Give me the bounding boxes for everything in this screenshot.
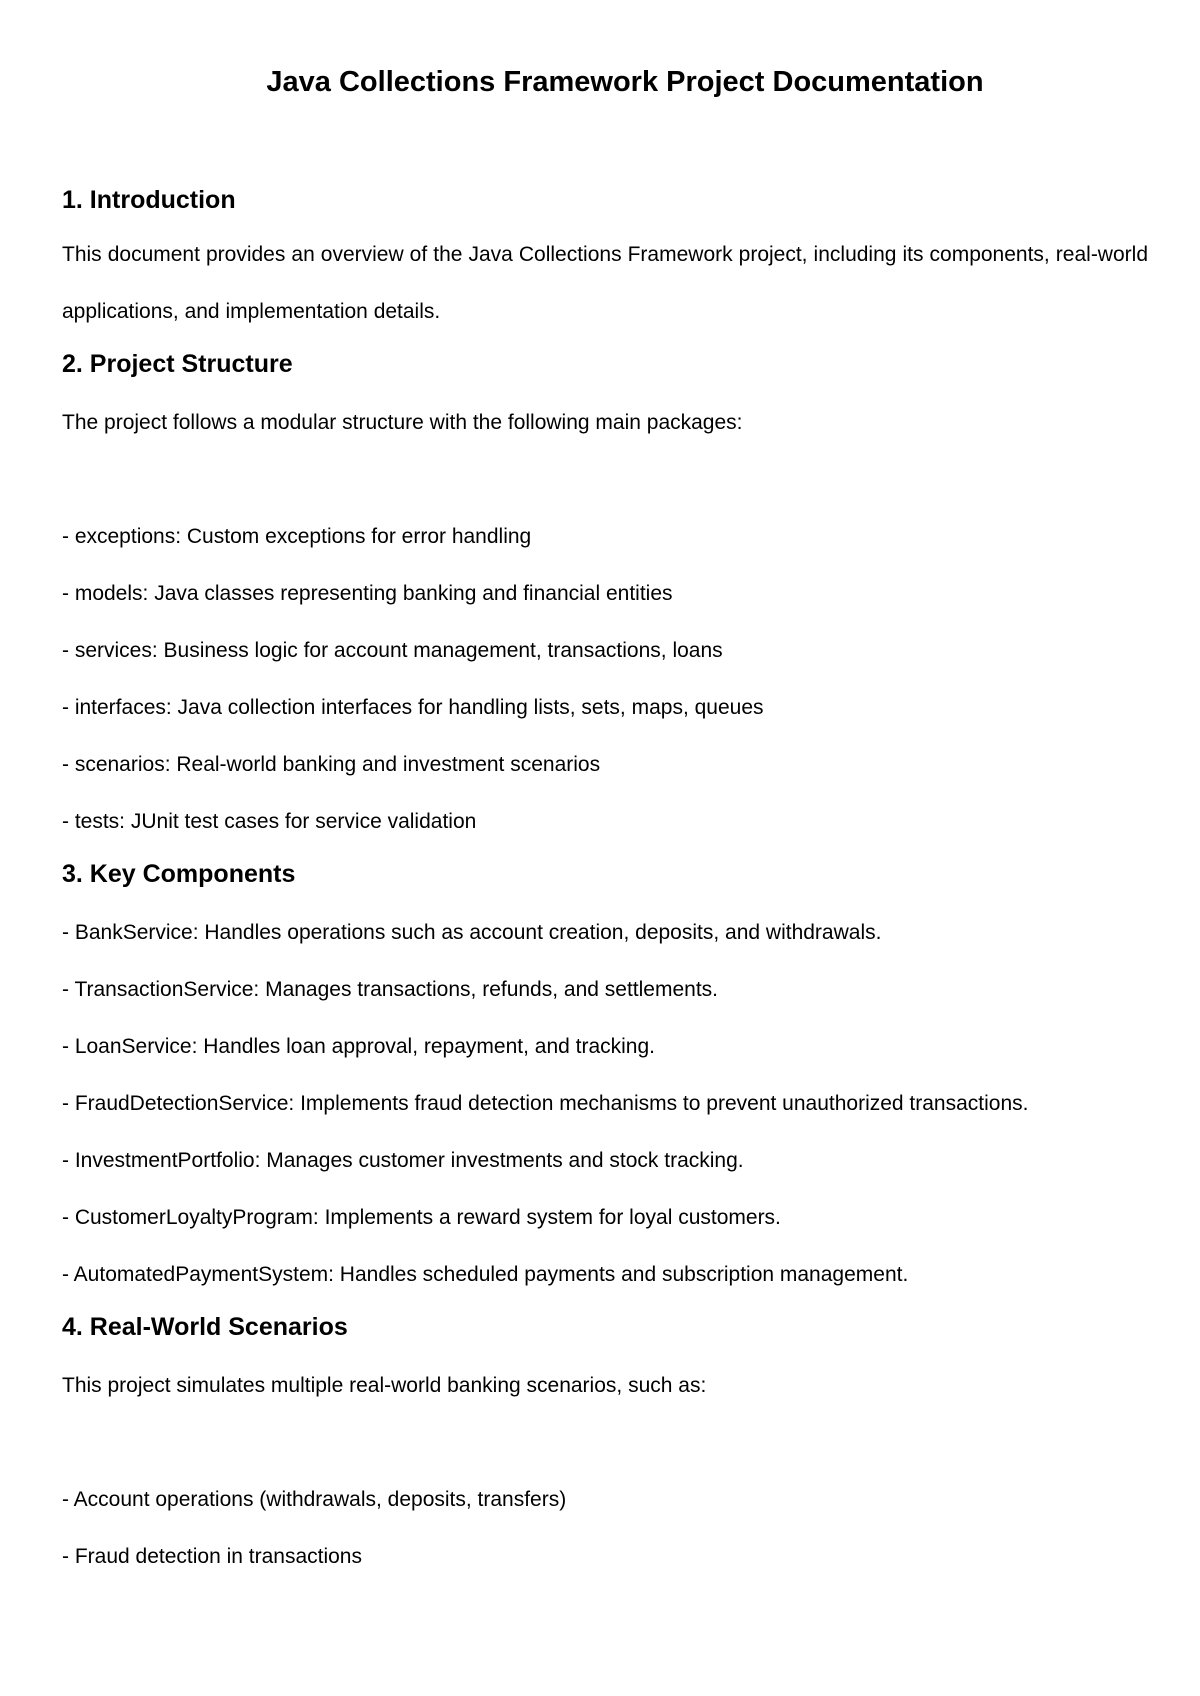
component-item-transaction-service: - TransactionService: Manages transactions, refunds, and settlements. bbox=[62, 978, 718, 1001]
section-heading-introduction: 1. Introduction bbox=[62, 186, 236, 214]
document-body bbox=[62, 180, 1148, 1585]
section-heading-key-components: 3. Key Components bbox=[62, 860, 296, 888]
package-list bbox=[62, 508, 1148, 850]
scenarios-intro: This project simulates multiple real-world banking scenarios, such as: bbox=[62, 1374, 707, 1397]
scenario-item-account-operations: - Account operations (withdrawals, deposits, transfers) bbox=[62, 1488, 567, 1511]
package-item-models: - models: Java classes representing banking and financial entities bbox=[62, 582, 673, 605]
component-item-loan-service: - LoanService: Handles loan approval, repayment, and tracking. bbox=[62, 1035, 656, 1058]
section-real-world-scenarios bbox=[62, 1307, 1148, 1585]
component-list bbox=[62, 904, 1148, 1303]
component-item-investment-portfolio: - InvestmentPortfolio: Manages customer investments and stock tracking. bbox=[62, 1149, 744, 1172]
component-item-automated-payment-system: - AutomatedPaymentSystem: Handles scheduled payments and subscription management. bbox=[62, 1263, 909, 1286]
package-item-scenarios: - scenarios: Real-world banking and investment scenarios bbox=[62, 753, 601, 776]
section-heading-real-world-scenarios: 4. Real-World Scenarios bbox=[62, 1313, 348, 1341]
scenario-item-fraud-detection: - Fraud detection in transactions bbox=[62, 1545, 362, 1568]
component-item-fraud-detection-service: - FraudDetectionService: Implements fraud detection mechanisms to prevent unauthorized transactions. bbox=[62, 1092, 1029, 1115]
scenario-list bbox=[62, 1471, 1148, 1585]
component-item-bank-service: - BankService: Handles operations such as account creation, deposits, and withdrawals. bbox=[62, 921, 882, 944]
package-item-exceptions: - exceptions: Custom exceptions for error handling bbox=[62, 525, 532, 548]
document-title: Java Collections Framework Project Documentation bbox=[266, 66, 984, 98]
project-structure-intro: The project follows a modular structure with the following main packages: bbox=[62, 411, 743, 434]
introduction-paragraph: This document provides an overview of the Java Collections Framework project, including its components, real-world applications, and implementation details. bbox=[62, 243, 1148, 323]
component-item-customer-loyalty-program: - CustomerLoyaltyProgram: Implements a reward system for loyal customers. bbox=[62, 1206, 781, 1229]
section-heading-project-structure: 2. Project Structure bbox=[62, 350, 293, 378]
package-item-tests: - tests: JUnit test cases for service validation bbox=[62, 810, 477, 833]
section-introduction bbox=[62, 180, 1148, 340]
package-item-services: - services: Business logic for account management, transactions, loans bbox=[62, 639, 723, 662]
section-project-structure bbox=[62, 344, 1148, 850]
section-key-components bbox=[62, 854, 1148, 1303]
package-item-interfaces: - interfaces: Java collection interfaces for handling lists, sets, maps, queues bbox=[62, 696, 764, 719]
